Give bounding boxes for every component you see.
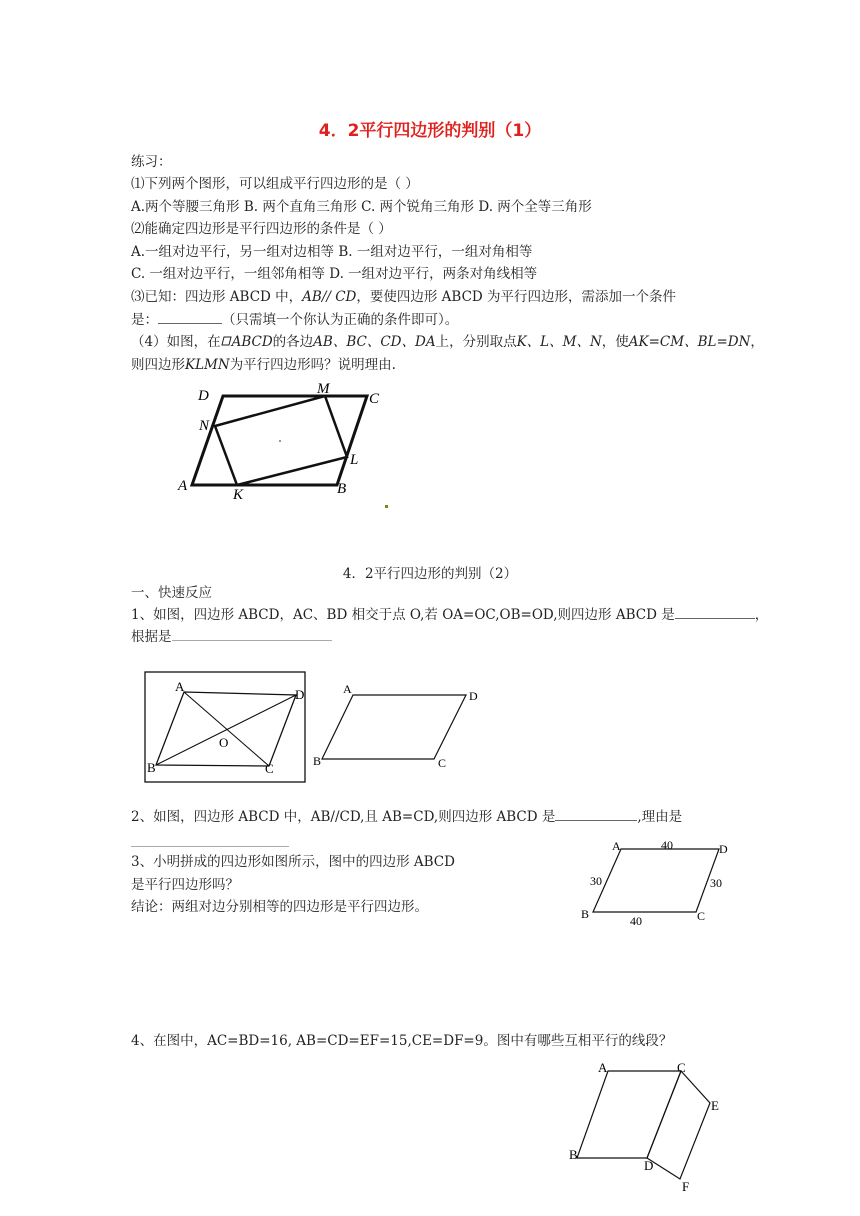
- s2-q1-line1: [131, 606, 768, 625]
- q1-stem: ⑴下列两个图形，可以组成平行四边形的是（ ）: [131, 176, 419, 192]
- s2-q2-reason-blank[interactable]: [131, 846, 289, 847]
- fig3-label-b: B: [581, 907, 590, 921]
- q4-line2-b: 为平行四边形吗？说明理由.: [229, 357, 396, 373]
- q3-line1: [131, 288, 676, 307]
- fig1-label-a: A: [175, 679, 185, 694]
- figure-parallelogram: [312, 681, 484, 773]
- figure-side-lengths: [576, 836, 736, 932]
- fig3-label-d: D: [719, 842, 728, 856]
- q4-math1: ABCD: [231, 334, 273, 350]
- s2-q3-line2: 是平行四边形吗？: [131, 877, 239, 893]
- s2-q4-line: 4、在图中，AC=BD=16, AB=CD=EF=15,CE=DF=9。图中有哪些互相平行的线段？: [131, 1033, 673, 1049]
- q4-math3: K、L、M、N: [516, 334, 602, 350]
- fig-klmn-label-a: A: [178, 478, 188, 494]
- s2-q2-end: ,理由是: [637, 809, 683, 825]
- fig-klmn-label-c: C: [369, 391, 380, 407]
- q3-line2-b: （只需填一个你认为正确的条件即可）。: [222, 312, 459, 328]
- s2-q1-end: ，: [754, 607, 769, 623]
- fig1-label-c: C: [265, 761, 274, 776]
- q4-line1: [131, 333, 764, 352]
- q4-line1-a: （4）如图，在: [131, 334, 221, 350]
- q3-line2-a: 是：: [131, 312, 158, 328]
- q3-line1-a: ⑶已知：四边形 ABCD 中，: [131, 289, 303, 305]
- fig-klmn-label-k: K: [233, 487, 244, 503]
- fig1-label-b: B: [147, 760, 156, 775]
- q4-math5: KLMN: [185, 357, 230, 373]
- fig4-label-b: B: [569, 1147, 578, 1162]
- s2-q1-line2: [131, 628, 332, 647]
- q4-line2-a: 则四边形: [131, 357, 185, 373]
- fig3-label-a: A: [612, 839, 621, 853]
- fig1-label-d: D: [295, 687, 305, 702]
- fig2-label-a: A: [343, 682, 352, 696]
- parallelogram-symbol-icon: [221, 333, 232, 343]
- q3-answer-blank[interactable]: [158, 323, 222, 324]
- s2-q1-answer-blank[interactable]: [675, 618, 755, 619]
- fig4-label-d: D: [644, 1158, 654, 1173]
- fig-klmn-label-n: N: [199, 418, 210, 434]
- q4-line1-c: 上，分别取点: [435, 334, 517, 350]
- q4-line1-b: 的各边: [272, 334, 314, 350]
- fig4-label-f: F: [682, 1179, 690, 1194]
- fig3-label-c: C: [697, 909, 706, 923]
- s2-q1-reason-label: 根据是: [131, 629, 172, 645]
- q4-line2: [131, 356, 396, 375]
- q4-math2: AB、BC、CD、DA: [313, 334, 436, 350]
- fig-klmn-label-l: L: [350, 452, 359, 468]
- q3-line2: [131, 311, 458, 330]
- fig4-label-c: C: [677, 1060, 686, 1075]
- s2-q3-line1: 3、小明拼成的四边形如图所示，图中的四边形 ABCD: [131, 854, 455, 870]
- s2-q2-line1: [131, 808, 682, 827]
- s2-q2-answer-blank[interactable]: [555, 820, 637, 821]
- figure-parallel-segments: [564, 1056, 734, 1216]
- fig2-label-d: D: [469, 689, 478, 703]
- fig4-label-a: A: [598, 1060, 608, 1075]
- figure-klmn: [170, 378, 410, 518]
- part1-heading: 一、快速反应: [131, 585, 212, 601]
- q3-line1-b: ，要使四边形 ABCD 为平行四边形，需添加一个条件: [356, 289, 677, 305]
- s2-q3-conclusion: 结论：两组对边分别相等的四边形是平行四边形。: [131, 899, 428, 915]
- figure-diagonals: [144, 671, 312, 785]
- fig3-top-length: 40: [661, 838, 673, 852]
- fig-klmn-label-m: M: [317, 381, 330, 397]
- section2-title: 4．2平行四边形的判别（2）: [342, 566, 518, 582]
- fig-klmn-label-b: B: [337, 481, 347, 497]
- fig2-label-b: B: [313, 754, 322, 768]
- fig1-label-o: O: [219, 735, 229, 750]
- q2-stem: ⑵能确定四边形是平行四边形的条件是（ ）: [131, 221, 392, 237]
- q4-line1-e: ，: [750, 334, 764, 350]
- fig3-bottom-length: 40: [630, 914, 642, 928]
- s2-q2-text: 2、如图，四边形 ABCD 中，AB//CD,且 AB=CD,则四边形 ABCD 是: [131, 809, 556, 825]
- fig2-label-c: C: [438, 756, 447, 770]
- q4-math4: AK=CM、BL=DN: [628, 334, 751, 350]
- s2-q1-text: 1、如图，四边形 ABCD，AC、BD 相交于点 O,若 OA=OC,OB=OD,则四边形 ABCD 是: [131, 607, 675, 623]
- fig3-right-length: 30: [710, 876, 722, 890]
- q2-options-1: A.一组对边平行，另一组对边相等 B. 一组对边平行，一组对角相等: [131, 244, 533, 260]
- section1-title: 4．2平行四边形的判别（1）: [318, 121, 542, 141]
- fig3-left-length: 30: [590, 874, 602, 888]
- s2-q1-reason-blank[interactable]: [172, 640, 332, 641]
- q2-options-2: C. 一组对边平行，一组邻角相等 D. 一组对边平行，两条对角线相等: [131, 266, 538, 282]
- q4-line1-d: ，使: [601, 334, 629, 350]
- q1-options: A.两个等腰三角形 B. 两个直角三角形 C. 两个锐角三角形 D. 两个全等三角形: [131, 199, 592, 215]
- fig-klmn-label-d: D: [198, 388, 209, 404]
- fig4-label-e: E: [711, 1098, 719, 1113]
- q3-math: AB// CD: [302, 289, 357, 305]
- practice-label: 练习：: [131, 154, 172, 170]
